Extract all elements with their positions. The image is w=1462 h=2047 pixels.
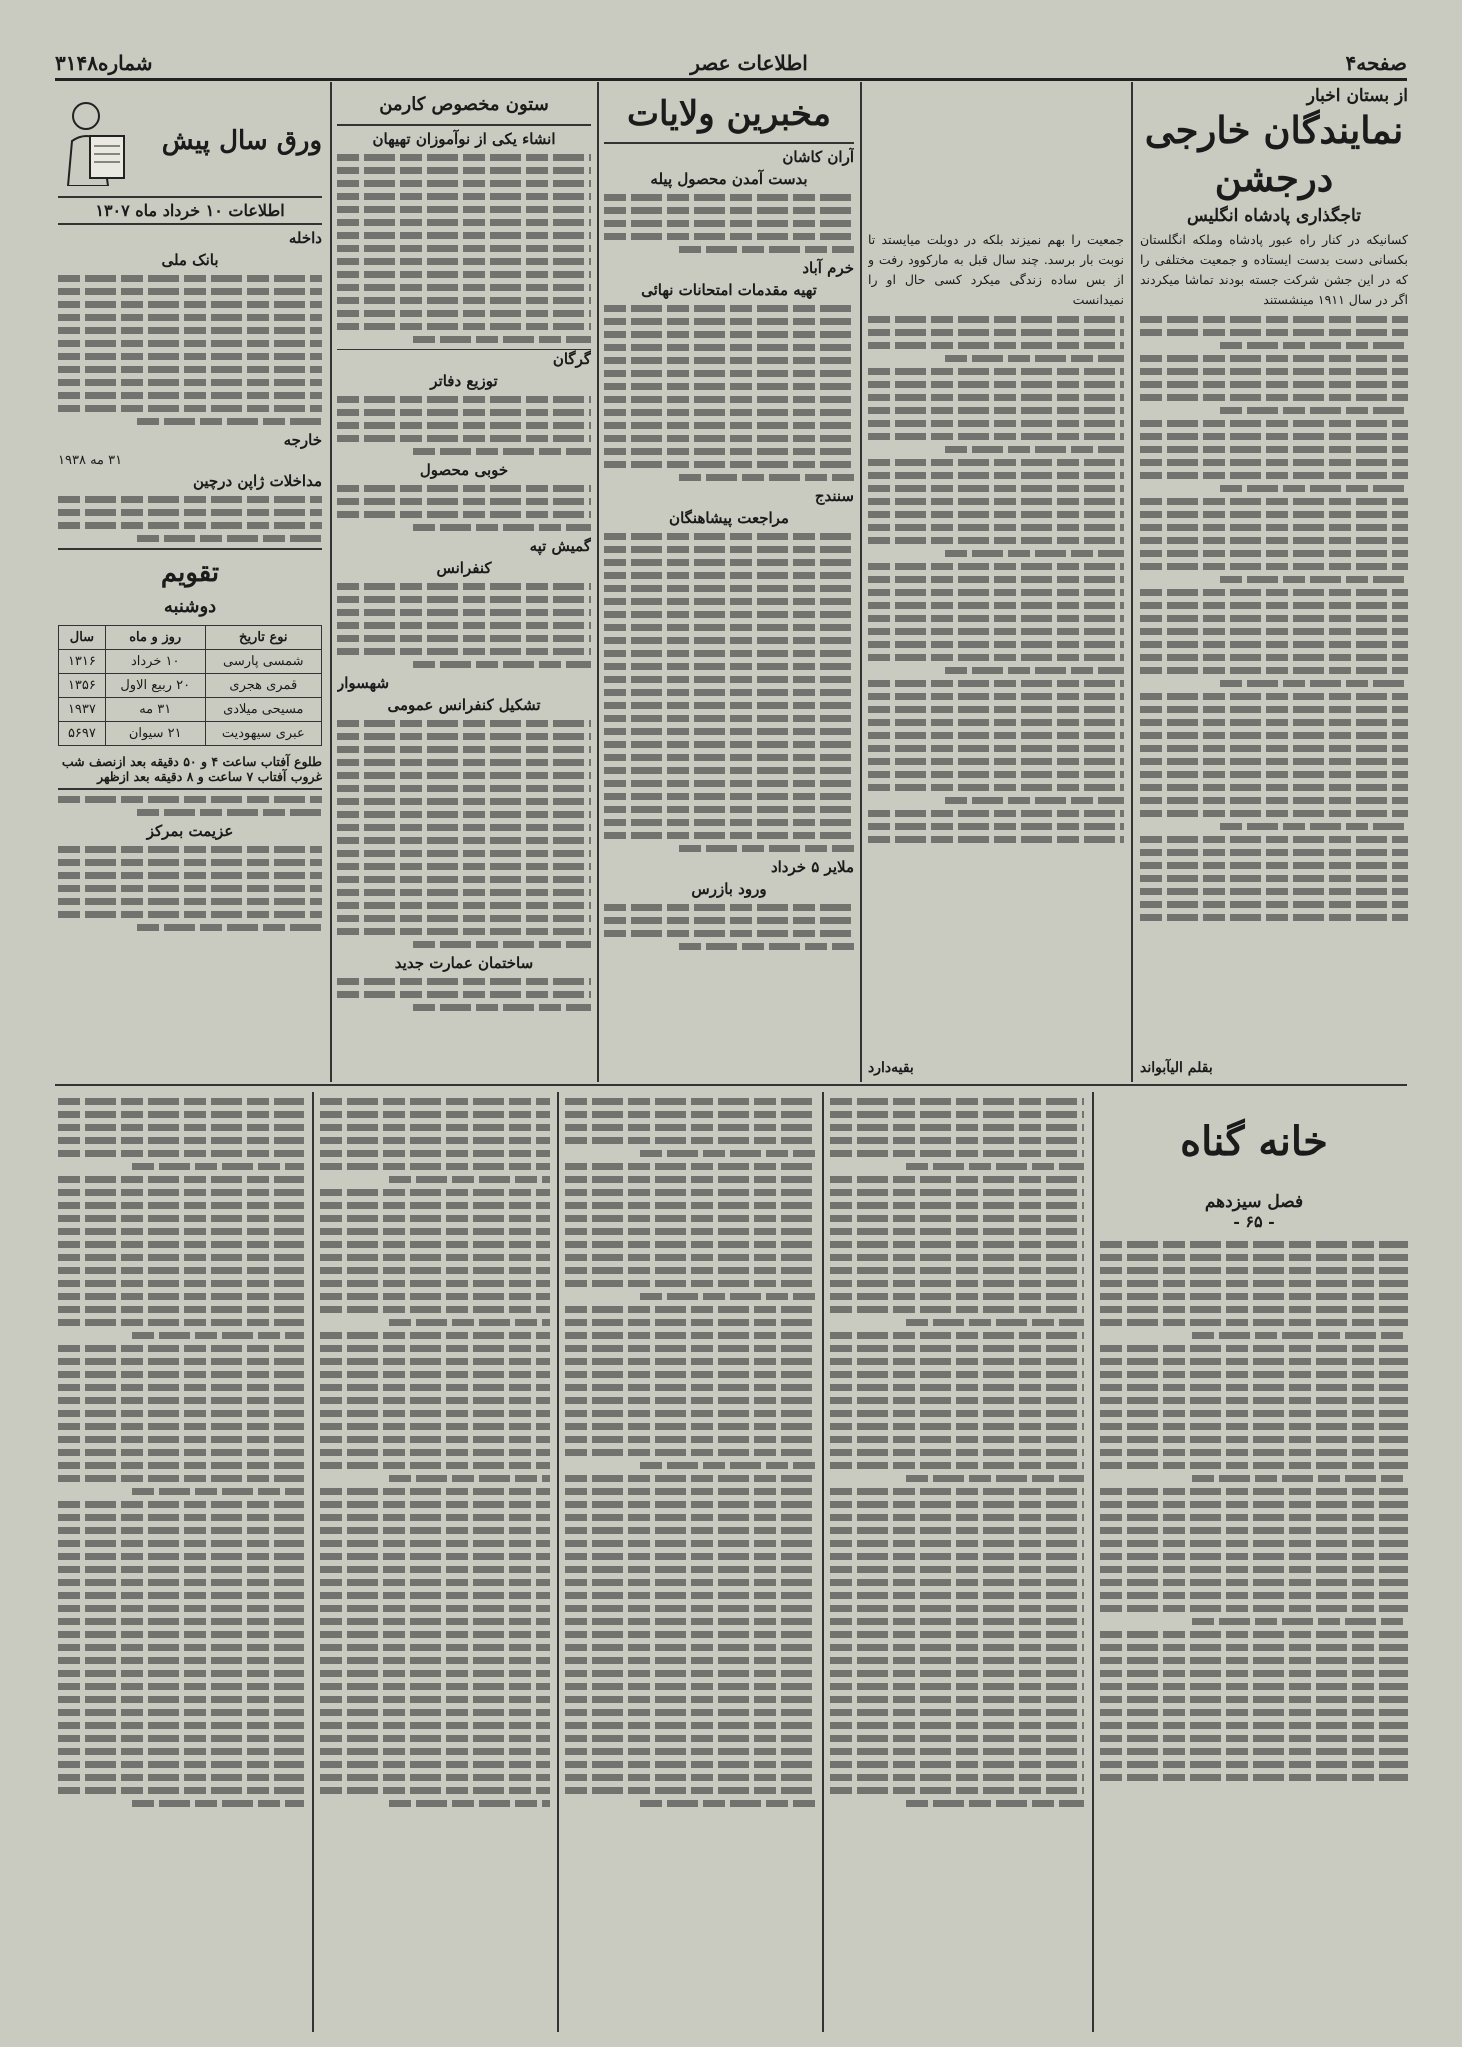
body-exams: [604, 305, 854, 481]
headline-departure: عزیمت بمرکز: [146, 822, 234, 840]
body-national-bank: [58, 275, 322, 425]
calendar-cell: ۱۳۱۶: [59, 650, 106, 674]
issue-number: شماره۳۱۴۸: [55, 51, 153, 75]
headline-cocoon: بدست آمدن محصول پیله: [650, 170, 808, 188]
body-after-calendar: [58, 796, 322, 816]
calendar-cell: ۵۶۹۷: [59, 722, 106, 746]
table-row: [59, 698, 322, 722]
headline-new-building: ساختمان عمارت جدید: [394, 954, 534, 972]
column-rule: [1092, 1092, 1094, 2032]
serial-part: - ۶۵ -: [1233, 1212, 1275, 1231]
sunrise-time: طلوع آفتاب ساعت ۴ و ۵۰ دقیقه بعد ازنصف شب: [61, 754, 322, 769]
body-notebooks: [337, 396, 591, 455]
calendar-cell: ۲۱ سیوان: [105, 722, 205, 746]
table-row: [59, 650, 322, 674]
headline-japan-china: مداخلات ژاپن درچین: [192, 472, 322, 490]
serial-chapter: فصل سیزدهم: [1204, 1192, 1304, 1212]
paper-name: اطلاعات عصر: [690, 51, 808, 75]
headline-harvest: خوبی محصول: [419, 461, 509, 479]
calendar-cell: ۲۰ ربیع الاول: [105, 674, 205, 698]
serial-body: [1100, 1241, 1408, 1781]
calendar-header: نوع تاریخ: [205, 626, 321, 650]
serial-column-4: [320, 1092, 550, 2032]
section-domestic: داخله: [288, 229, 322, 247]
body-new-building: [337, 978, 591, 1011]
calendar-cell: شمسی پارسی: [205, 650, 321, 674]
calendar-table: [58, 625, 322, 746]
lead-article: [1140, 86, 1408, 1076]
column-rule: [597, 82, 599, 1082]
headline-conference: کنفرانس: [436, 559, 492, 577]
serial-column-5: [58, 1092, 304, 2032]
weekday: دوشنبه: [163, 596, 217, 617]
serial-header: [1100, 1092, 1408, 2032]
calendar-header: روز و ماه: [105, 626, 205, 650]
headline-national-bank: بانک ملی: [161, 251, 219, 269]
dateline-aran: آران کاشان: [782, 148, 854, 166]
lead-subhead: تاجگذاری پادشاه انگلیس: [1187, 206, 1361, 226]
serial-column-3: [565, 1092, 815, 2032]
headline-scouts: مراجعت پیشاهنگان: [669, 509, 789, 527]
body-cocoon: [604, 194, 854, 253]
special-column-title: ستون مخصوص کارمن: [337, 86, 591, 126]
section-foreign: خارجه: [283, 431, 322, 449]
calendar-cell: ۱۰ خرداد: [105, 650, 205, 674]
headline-notebooks: توزیع دفاتر: [430, 372, 498, 390]
dateline-malayer: ملایر ۵ خرداد: [770, 858, 854, 876]
calendar-cell: ۱۳۵۶: [59, 674, 106, 698]
serial-column-2: [830, 1092, 1084, 2032]
headline-public-conference: تشکیل کنفرانس عمومی: [387, 696, 541, 714]
provincial-news: [604, 86, 854, 1076]
calendar-box: [58, 548, 322, 790]
continuation-body: جمعیت را بهم نمیزند بلکه در دوبلت میایستد تا نوبت بار برسد. چند سال قبل به مارکوود رفت و از بس ساده زندگی میکرد کسی حال او را نمیدانست: [868, 232, 1124, 307]
calendar-cell: قمری هجری: [205, 674, 321, 698]
body-scouts: [604, 533, 854, 852]
column-rule: [557, 1092, 559, 2032]
table-row: [59, 674, 322, 698]
reader-illustration-icon: [58, 96, 128, 186]
dateline-gorgan: گرگان: [337, 349, 591, 368]
dateline-shahsavar: شهسوار: [337, 674, 390, 692]
calendar-cell: عبری سیهودیت: [205, 722, 321, 746]
calendar-cell: ۳۱ مه: [105, 698, 205, 722]
body-conference: [337, 583, 591, 668]
body-inspector: [604, 904, 854, 950]
column-rule: [330, 82, 332, 1082]
body-japan-china: [58, 496, 322, 542]
lead-byline: بقلم الیآبواند: [1140, 1060, 1213, 1076]
calendar-title: تقویم: [160, 558, 220, 588]
calendar-cell: مسیحی میلادی: [205, 698, 321, 722]
calendar-cell: ۱۹۳۷: [59, 698, 106, 722]
serial-title: خانه گناه: [1180, 1118, 1328, 1165]
lead-headline: نمایندگان خارجی درجشن: [1144, 108, 1404, 200]
continuation-lines: [868, 316, 1124, 843]
provincial-section-title: مخبرین ولایات: [604, 86, 854, 144]
foreign-date: ۳۱ مه ۱۹۳۸: [58, 453, 123, 468]
horizontal-rule: [55, 1084, 1407, 1086]
archive-dateline: اطلاعات ۱۰ خرداد ماه ۱۳۰۷: [58, 196, 322, 225]
archive-column: [58, 86, 322, 1076]
masthead: [55, 48, 1407, 81]
special-column: [337, 86, 591, 1076]
column-rule: [312, 1092, 314, 2032]
lead-kicker: از بستان اخبار: [1306, 86, 1408, 106]
body-harvest: [337, 485, 591, 531]
column-rule: [860, 82, 862, 1082]
archive-title: ورق سال پیش: [161, 126, 322, 156]
lead-body-continued: [1140, 316, 1408, 921]
page-number: صفحه۴: [1345, 51, 1407, 75]
body-public-conference: [337, 720, 591, 948]
lead-body: کسانیکه در کنار راه عبور پادشاه وملکه انگلستان بکسانی دست بدست ایستاده و جمعیت مختلفی را که در این جشن شرکت جسته بودند تماشا میکردند اگر در سال ۱۹۱۱ مینشستند: [1140, 232, 1408, 307]
column-rule: [822, 1092, 824, 2032]
to-be-continued: بقیه‌دارد: [868, 1060, 914, 1076]
body-departure: [58, 846, 322, 931]
dateline-sanandaj: سنندج: [814, 487, 854, 505]
headline-exams: تهیه مقدمات امتحانات نهائی: [641, 281, 817, 299]
archive-header: [58, 86, 322, 196]
column-rule: [1131, 82, 1133, 1082]
headline-inspector: ورود بازرس: [691, 880, 767, 898]
lead-continuation: [868, 230, 1124, 1076]
table-row: [59, 722, 322, 746]
dateline-gomishtapeh: گمیش تپه: [529, 537, 591, 555]
headline-essay: انشاء یکی از نوآموزان تهیهان: [372, 130, 556, 148]
sunset-time: غروب آفتاب ۷ ساعت و ۸ دقیقه بعد ازظهر: [58, 769, 322, 790]
body-essay: [337, 154, 591, 343]
dateline-khorramabad: خرم آباد: [802, 259, 854, 277]
calendar-header: سال: [59, 626, 106, 650]
